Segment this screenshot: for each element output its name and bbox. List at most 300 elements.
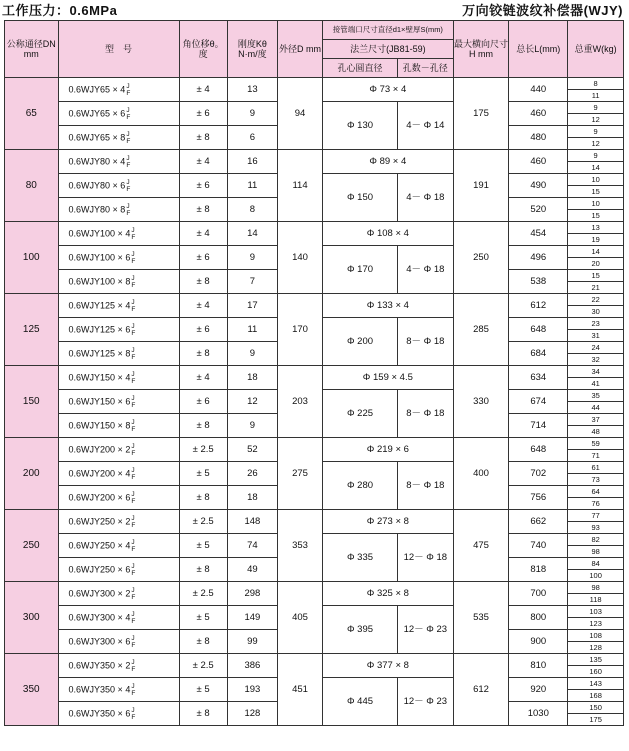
weight-j: 103	[568, 606, 623, 618]
bolt-circle-cell: Φ 170	[323, 246, 398, 294]
model-name: 0.6WJY300 × 6	[68, 635, 131, 646]
length-cell: 612	[509, 294, 568, 318]
dn-cell: 125	[5, 294, 59, 366]
model-cell	[58, 390, 179, 414]
model-cell	[58, 318, 179, 342]
weight-cell	[568, 582, 624, 606]
table-header	[5, 21, 624, 78]
angle-cell: ± 8	[179, 486, 227, 510]
length-cell: 454	[509, 222, 568, 246]
weight-cell	[568, 438, 624, 462]
weight-cell	[568, 606, 624, 630]
angle-cell: ± 4	[179, 222, 227, 246]
model-cell	[58, 534, 179, 558]
model-name: 0.6WJY250 × 4	[68, 539, 131, 550]
stiffness-cell: 9	[227, 342, 277, 366]
h-cell: 535	[453, 582, 509, 654]
model-cell	[58, 78, 179, 102]
angle-cell: ± 2.5	[179, 582, 227, 606]
length-cell: 810	[509, 654, 568, 678]
col-weld: 接管端口尺寸直径d1×壁厚S(mm)	[323, 21, 454, 40]
model-cell	[58, 126, 179, 150]
stiffness-cell: 386	[227, 654, 277, 678]
dn-cell: 300	[5, 582, 59, 654]
weight-j: 143	[568, 678, 623, 690]
length-cell: 756	[509, 486, 568, 510]
weight-f: 98	[591, 547, 600, 556]
weight-f: 31	[591, 331, 600, 340]
weight-cell	[568, 222, 624, 246]
od-cell: 114	[278, 150, 323, 222]
model-name: 0.6WJY80 × 4	[68, 155, 126, 166]
model-cell	[58, 702, 179, 726]
stiffness-cell: 9	[227, 414, 277, 438]
angle-cell: ± 6	[179, 390, 227, 414]
joint-marker: J F	[126, 106, 131, 121]
weight-f: 21	[591, 283, 600, 292]
model-cell	[58, 342, 179, 366]
model-cell	[58, 438, 179, 462]
model-cell	[58, 294, 179, 318]
angle-cell: ± 6	[179, 102, 227, 126]
weight-j: 61	[568, 462, 623, 474]
joint-marker: J F	[131, 658, 136, 673]
length-cell: 702	[509, 462, 568, 486]
joint-marker: J F	[131, 466, 136, 481]
weight-f: 15	[591, 211, 600, 220]
stiffness-cell: 52	[227, 438, 277, 462]
stiffness-cell: 18	[227, 486, 277, 510]
col-flange: 法兰尺寸(JB81-59)	[323, 40, 454, 59]
stiffness-cell: 74	[227, 534, 277, 558]
weld-cell: Φ 73 × 4	[323, 78, 454, 102]
bolt-circle-cell: Φ 150	[323, 174, 398, 222]
weight-j: 150	[568, 702, 623, 714]
holes-cell: 8－ Φ 18	[397, 462, 453, 510]
angle-cell: ± 4	[179, 294, 227, 318]
length-cell: 460	[509, 150, 568, 174]
weight-f: 44	[591, 403, 600, 412]
col-bolt-circle: 孔心圆直径	[323, 59, 398, 78]
model-cell	[58, 270, 179, 294]
joint-marker: J F	[131, 538, 136, 553]
weight-f: 15	[591, 187, 600, 196]
model-name: 0.6WJY100 × 8	[68, 275, 131, 286]
stiffness-cell: 128	[227, 702, 277, 726]
model-cell	[58, 582, 179, 606]
weight-f: 100	[589, 571, 602, 580]
weight-j: 9	[568, 150, 623, 162]
weight-cell	[568, 558, 624, 582]
weight-f: 30	[591, 307, 600, 316]
dn-cell: 80	[5, 150, 59, 222]
weld-cell: Φ 325 × 8	[323, 582, 454, 606]
od-cell: 353	[278, 510, 323, 582]
stiffness-cell: 6	[227, 126, 277, 150]
table-row	[5, 654, 624, 678]
model-cell	[58, 606, 179, 630]
weight-j: 8	[568, 78, 623, 90]
joint-marker: J F	[131, 634, 136, 649]
length-cell: 740	[509, 534, 568, 558]
weight-cell	[568, 150, 624, 174]
weight-f: 128	[589, 643, 602, 652]
h-cell: 285	[453, 294, 509, 366]
dn-cell: 65	[5, 78, 59, 150]
joint-marker: J F	[126, 202, 131, 217]
weight-f: 160	[589, 667, 602, 676]
joint-marker: J F	[131, 586, 136, 601]
weight-cell	[568, 510, 624, 534]
weight-j: 98	[568, 582, 623, 594]
bolt-circle-cell: Φ 200	[323, 318, 398, 366]
holes-cell: 12－ Φ 23	[397, 678, 453, 726]
weight-cell	[568, 654, 624, 678]
holes-cell: 8－ Φ 18	[397, 390, 453, 438]
joint-marker: J F	[131, 610, 136, 625]
model-name: 0.6WJY250 × 2	[68, 515, 131, 526]
weight-j: 35	[568, 390, 623, 402]
model-cell	[58, 558, 179, 582]
od-cell: 275	[278, 438, 323, 510]
bolt-circle-cell: Φ 335	[323, 534, 398, 582]
model-name: 0.6WJY150 × 8	[68, 419, 131, 430]
weld-cell: Φ 219 × 6	[323, 438, 454, 462]
angle-cell: ± 4	[179, 78, 227, 102]
weld-cell: Φ 89 × 4	[323, 150, 454, 174]
angle-cell: ± 5	[179, 606, 227, 630]
table-row	[5, 582, 624, 606]
weight-j: 10	[568, 174, 623, 186]
weight-j: 82	[568, 534, 623, 546]
col-angle: 角位移θ。度	[179, 21, 227, 78]
weight-cell	[568, 462, 624, 486]
holes-cell: 4－ Φ 18	[397, 246, 453, 294]
weight-f: 73	[591, 475, 600, 484]
holes-cell: 8－ Φ 18	[397, 318, 453, 366]
model-cell	[58, 678, 179, 702]
weight-cell	[568, 270, 624, 294]
product-title: 万向铰链波纹补偿器(WJY)	[462, 3, 623, 18]
model-cell	[58, 630, 179, 654]
weight-j: 135	[568, 654, 623, 666]
angle-cell: ± 8	[179, 198, 227, 222]
weight-f: 118	[589, 595, 602, 604]
stiffness-cell: 149	[227, 606, 277, 630]
weight-cell	[568, 174, 624, 198]
length-cell: 538	[509, 270, 568, 294]
od-cell: 94	[278, 78, 323, 150]
weight-cell	[568, 390, 624, 414]
working-pressure-title: 工作压力：0.6MPa	[2, 3, 118, 18]
weight-f: 123	[589, 619, 602, 628]
model-name: 0.6WJY350 × 6	[68, 707, 131, 718]
weight-cell	[568, 78, 624, 102]
length-cell: 648	[509, 318, 568, 342]
model-cell	[58, 150, 179, 174]
page-header	[0, 0, 629, 20]
joint-marker: J F	[131, 226, 136, 241]
weight-cell	[568, 126, 624, 150]
stiffness-cell: 18	[227, 366, 277, 390]
joint-marker: J F	[126, 130, 131, 145]
od-cell: 140	[278, 222, 323, 294]
table-row	[5, 438, 624, 462]
h-cell: 175	[453, 78, 509, 150]
model-name: 0.6WJY100 × 6	[68, 251, 131, 262]
weld-cell: Φ 159 × 4.5	[323, 366, 454, 390]
angle-cell: ± 5	[179, 534, 227, 558]
joint-marker: J F	[131, 394, 136, 409]
dn-cell: 350	[5, 654, 59, 726]
length-cell: 1030	[509, 702, 568, 726]
length-cell: 674	[509, 390, 568, 414]
weight-cell	[568, 294, 624, 318]
table-row	[5, 366, 624, 390]
joint-marker: J F	[131, 490, 136, 505]
od-cell: 451	[278, 654, 323, 726]
joint-marker: J F	[131, 370, 136, 385]
angle-cell: ± 8	[179, 630, 227, 654]
model-name: 0.6WJY300 × 4	[68, 611, 131, 622]
angle-cell: ± 4	[179, 150, 227, 174]
joint-marker: J F	[131, 346, 136, 361]
weld-cell: Φ 133 × 4	[323, 294, 454, 318]
weight-f: 11	[591, 91, 600, 100]
model-name: 0.6WJY65 × 6	[68, 107, 126, 118]
table-row	[5, 294, 624, 318]
length-cell: 900	[509, 630, 568, 654]
col-weight: 总重W(kg)	[568, 21, 624, 78]
model-name: 0.6WJY100 × 4	[68, 227, 131, 238]
length-cell: 662	[509, 510, 568, 534]
angle-cell: ± 2.5	[179, 654, 227, 678]
od-cell: 170	[278, 294, 323, 366]
angle-cell: ± 2.5	[179, 438, 227, 462]
model-name: 0.6WJY125 × 4	[68, 299, 131, 310]
weight-cell	[568, 702, 624, 726]
joint-marker: J F	[131, 274, 136, 289]
weight-f: 12	[591, 115, 600, 124]
model-name: 0.6WJY350 × 2	[68, 659, 131, 670]
model-name: 0.6WJY200 × 2	[68, 443, 131, 454]
angle-cell: ± 4	[179, 366, 227, 390]
weight-cell	[568, 630, 624, 654]
stiffness-cell: 9	[227, 102, 277, 126]
model-cell	[58, 510, 179, 534]
length-cell: 440	[509, 78, 568, 102]
angle-cell: ± 2.5	[179, 510, 227, 534]
weight-j: 37	[568, 414, 623, 426]
weight-f: 71	[591, 451, 600, 460]
stiffness-cell: 11	[227, 174, 277, 198]
weld-cell: Φ 273 × 8	[323, 510, 454, 534]
col-holes: 孔数－孔径	[397, 59, 453, 78]
angle-cell: ± 8	[179, 126, 227, 150]
weight-cell	[568, 342, 624, 366]
col-od: 外径D mm	[278, 21, 323, 78]
weight-j: 22	[568, 294, 623, 306]
model-name: 0.6WJY300 × 2	[68, 587, 131, 598]
weight-cell	[568, 486, 624, 510]
angle-cell: ± 8	[179, 414, 227, 438]
weight-j: 108	[568, 630, 623, 642]
weight-cell	[568, 678, 624, 702]
col-h: 最大横向尺寸H mm	[453, 21, 509, 78]
weight-f: 19	[591, 235, 600, 244]
od-cell: 203	[278, 366, 323, 438]
model-name: 0.6WJY80 × 8	[68, 203, 126, 214]
model-cell	[58, 222, 179, 246]
stiffness-cell: 298	[227, 582, 277, 606]
length-cell: 460	[509, 102, 568, 126]
length-cell: 634	[509, 366, 568, 390]
length-cell: 800	[509, 606, 568, 630]
model-name: 0.6WJY150 × 6	[68, 395, 131, 406]
weld-cell: Φ 377 × 8	[323, 654, 454, 678]
dn-cell: 100	[5, 222, 59, 294]
weight-j: 24	[568, 342, 623, 354]
weight-cell	[568, 414, 624, 438]
joint-marker: J F	[126, 178, 131, 193]
weight-cell	[568, 198, 624, 222]
weight-f: 168	[589, 691, 602, 700]
stiffness-cell: 9	[227, 246, 277, 270]
stiffness-cell: 193	[227, 678, 277, 702]
stiffness-cell: 99	[227, 630, 277, 654]
weight-j: 10	[568, 198, 623, 210]
col-length: 总长L(mm)	[509, 21, 568, 78]
weight-f: 41	[591, 379, 600, 388]
length-cell: 684	[509, 342, 568, 366]
model-name: 0.6WJY200 × 4	[68, 467, 131, 478]
model-cell	[58, 366, 179, 390]
stiffness-cell: 13	[227, 78, 277, 102]
length-cell: 818	[509, 558, 568, 582]
model-name: 0.6WJY80 × 6	[68, 179, 126, 190]
holes-cell: 12－ Φ 23	[397, 606, 453, 654]
angle-cell: ± 5	[179, 462, 227, 486]
model-cell	[58, 462, 179, 486]
model-cell	[58, 198, 179, 222]
model-cell	[58, 486, 179, 510]
angle-cell: ± 6	[179, 318, 227, 342]
weight-f: 93	[591, 523, 600, 532]
holes-cell: 4－ Φ 18	[397, 174, 453, 222]
bolt-circle-cell: Φ 395	[323, 606, 398, 654]
weight-f: 76	[591, 499, 600, 508]
col-dn: 公称通径DN mm	[5, 21, 59, 78]
od-cell: 405	[278, 582, 323, 654]
stiffness-cell: 26	[227, 462, 277, 486]
weight-cell	[568, 534, 624, 558]
weight-f: 32	[591, 355, 600, 364]
h-cell: 475	[453, 510, 509, 582]
bolt-circle-cell: Φ 280	[323, 462, 398, 510]
stiffness-cell: 12	[227, 390, 277, 414]
holes-cell: 4－ Φ 14	[397, 102, 453, 150]
h-cell: 330	[453, 366, 509, 438]
angle-cell: ± 5	[179, 678, 227, 702]
joint-marker: J F	[131, 514, 136, 529]
weight-j: 14	[568, 246, 623, 258]
weight-f: 14	[591, 163, 600, 172]
table-body	[5, 78, 624, 726]
joint-marker: J F	[131, 322, 136, 337]
stiffness-cell: 7	[227, 270, 277, 294]
model-name: 0.6WJY150 × 4	[68, 371, 131, 382]
spec-table	[4, 20, 624, 726]
stiffness-cell: 8	[227, 198, 277, 222]
joint-marker: J F	[126, 154, 131, 169]
weight-cell	[568, 246, 624, 270]
weight-j: 9	[568, 102, 623, 114]
model-name: 0.6WJY350 × 4	[68, 683, 131, 694]
table-row	[5, 78, 624, 102]
angle-cell: ± 8	[179, 558, 227, 582]
length-cell: 700	[509, 582, 568, 606]
h-cell: 191	[453, 150, 509, 222]
h-cell: 250	[453, 222, 509, 294]
angle-cell: ± 6	[179, 246, 227, 270]
weight-j: 77	[568, 510, 623, 522]
model-name: 0.6WJY250 × 6	[68, 563, 131, 574]
weight-j: 9	[568, 126, 623, 138]
joint-marker: J F	[131, 706, 136, 721]
model-name: 0.6WJY65 × 8	[68, 131, 126, 142]
length-cell: 648	[509, 438, 568, 462]
dn-cell: 150	[5, 366, 59, 438]
weight-f: 175	[589, 715, 602, 724]
stiffness-cell: 11	[227, 318, 277, 342]
dn-cell: 250	[5, 510, 59, 582]
stiffness-cell: 17	[227, 294, 277, 318]
stiffness-cell: 16	[227, 150, 277, 174]
model-cell	[58, 174, 179, 198]
weight-j: 84	[568, 558, 623, 570]
model-name: 0.6WJY200 × 6	[68, 491, 131, 502]
weight-j: 59	[568, 438, 623, 450]
joint-marker: J F	[131, 562, 136, 577]
table-row	[5, 150, 624, 174]
bolt-circle-cell: Φ 445	[323, 678, 398, 726]
joint-marker: J F	[131, 682, 136, 697]
col-stiffness: 刚度Kθ N·m/度	[227, 21, 277, 78]
length-cell: 920	[509, 678, 568, 702]
weight-cell	[568, 366, 624, 390]
table-row	[5, 510, 624, 534]
bolt-circle-cell: Φ 225	[323, 390, 398, 438]
weight-j: 64	[568, 486, 623, 498]
length-cell: 480	[509, 126, 568, 150]
h-cell: 612	[453, 654, 509, 726]
joint-marker: J F	[131, 418, 136, 433]
angle-cell: ± 8	[179, 702, 227, 726]
length-cell: 496	[509, 246, 568, 270]
weight-cell	[568, 318, 624, 342]
model-cell	[58, 102, 179, 126]
weight-f: 48	[591, 427, 600, 436]
bolt-circle-cell: Φ 130	[323, 102, 398, 150]
holes-cell: 12－ Φ 18	[397, 534, 453, 582]
model-cell	[58, 246, 179, 270]
model-cell	[58, 414, 179, 438]
joint-marker: J F	[131, 250, 136, 265]
weight-j: 23	[568, 318, 623, 330]
weight-j: 15	[568, 270, 623, 282]
length-cell: 490	[509, 174, 568, 198]
length-cell: 714	[509, 414, 568, 438]
